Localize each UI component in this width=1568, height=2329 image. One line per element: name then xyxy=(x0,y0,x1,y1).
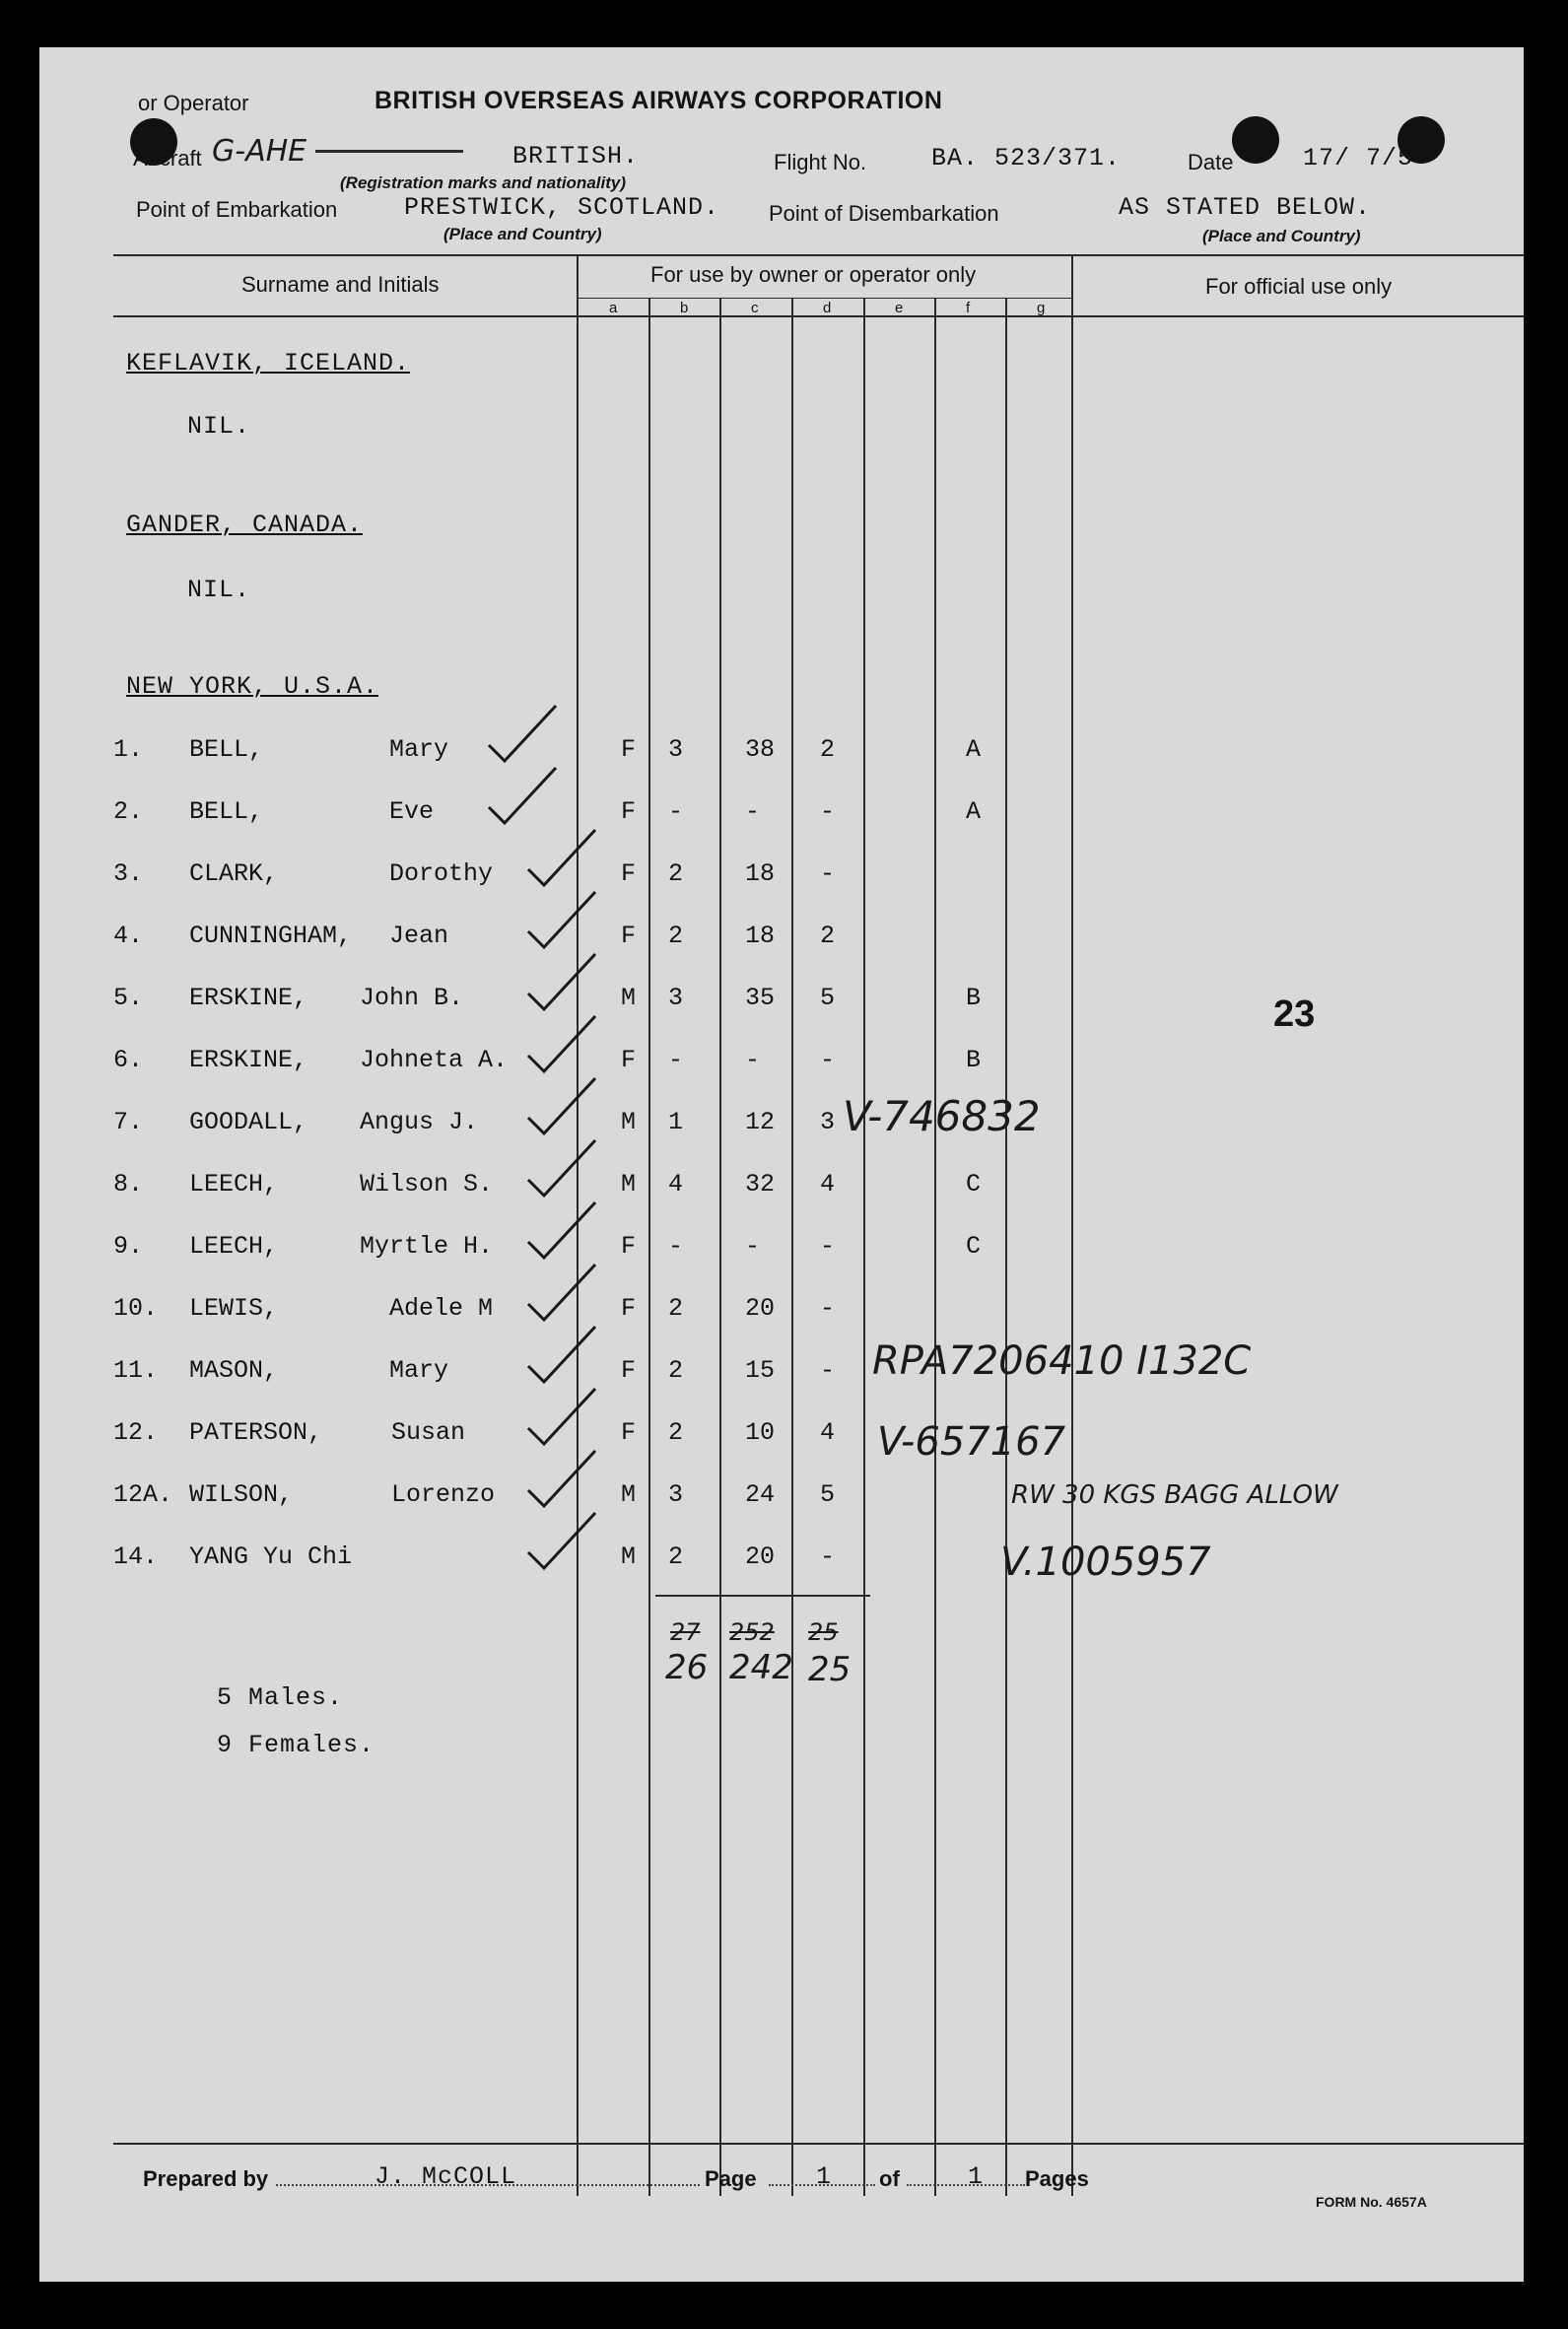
place-country-note-2: (Place and Country) xyxy=(1202,227,1361,245)
column-d-value: 3 xyxy=(820,1108,836,1136)
surname-header: Surname and Initials xyxy=(241,272,440,297)
check-mark-icon xyxy=(522,1010,601,1079)
check-mark-icon xyxy=(522,1134,601,1203)
table-header-rule xyxy=(113,315,1524,317)
passenger-surname: ERSKINE, xyxy=(189,1046,308,1074)
column-d-value: 5 xyxy=(820,1480,836,1509)
corrected-total-d: 25 xyxy=(808,1650,852,1689)
passenger-row xyxy=(39,1537,1071,1576)
aircraft-strike xyxy=(315,150,463,153)
column-d-value: - xyxy=(820,859,836,888)
column-f-value: B xyxy=(966,1046,982,1074)
column-b-value: - xyxy=(668,797,684,826)
column-c-value: 35 xyxy=(745,984,776,1012)
corrected-total-c: 242 xyxy=(729,1648,793,1687)
passenger-sex: F xyxy=(621,797,637,826)
table-top-rule xyxy=(113,254,1524,256)
passenger-given-name: Mary xyxy=(389,735,449,764)
struck-total-d: 25 xyxy=(808,1618,839,1646)
column-d-value: - xyxy=(820,1046,836,1074)
of-value: 1 xyxy=(968,2162,985,2191)
section-new-york: NEW YORK, U.S.A. xyxy=(126,672,379,701)
prepared-value: J. McCOLL xyxy=(375,2162,517,2191)
passenger-surname: BELL, xyxy=(189,797,264,826)
of-label: of xyxy=(879,2166,900,2191)
passenger-number: 10. xyxy=(113,1294,159,1323)
column-b-value: 3 xyxy=(668,735,684,764)
check-mark-icon xyxy=(522,1197,601,1266)
passenger-given-name: Myrtle H. xyxy=(360,1232,494,1261)
passenger-sex: F xyxy=(621,1046,637,1074)
passenger-given-name: Dorothy xyxy=(389,859,494,888)
passenger-number: 3. xyxy=(113,859,144,888)
check-mark-icon xyxy=(522,1507,601,1576)
passenger-sex: F xyxy=(621,1356,637,1385)
column-c-value: - xyxy=(745,797,761,826)
column-c-value: 18 xyxy=(745,859,776,888)
passenger-number: 6. xyxy=(113,1046,144,1074)
official-note-mason: RPA7206410 I132C xyxy=(872,1338,1252,1384)
column-letter-e: e xyxy=(895,300,904,316)
column-b-value: 3 xyxy=(668,1480,684,1509)
embarkation-value: PRESTWICK, SCOTLAND. xyxy=(404,193,720,222)
passenger-given-name: Jean xyxy=(389,922,449,950)
aircraft-value: G-AHE xyxy=(212,134,307,169)
official-note-goodall: V-746832 xyxy=(843,1092,1041,1140)
passenger-sex: F xyxy=(621,1232,637,1261)
date-value: 17/ 7/5 xyxy=(1303,144,1414,172)
column-d-value: - xyxy=(820,797,836,826)
check-mark-icon xyxy=(522,948,601,1017)
column-c-value: 24 xyxy=(745,1480,776,1509)
owner-label: or Operator xyxy=(138,91,249,115)
check-mark-icon xyxy=(483,762,562,831)
column-letter-c: c xyxy=(751,300,759,316)
check-mark-icon xyxy=(522,1445,601,1514)
official-note-wilson: RW 30 KGS BAGG ALLOW xyxy=(1011,1480,1338,1510)
embarkation-label: Point of Embarkation xyxy=(136,197,338,222)
passenger-number: 4. xyxy=(113,922,144,950)
passenger-number: 11. xyxy=(113,1356,159,1385)
column-b-value: 2 xyxy=(668,1294,684,1323)
passenger-given-name: Adele M xyxy=(389,1294,494,1323)
column-f-value: A xyxy=(966,797,982,826)
page-value: 1 xyxy=(816,2162,833,2191)
column-b-value: 2 xyxy=(668,1542,684,1571)
aircraft-label: Aircraft xyxy=(133,146,202,171)
column-c-value: - xyxy=(745,1046,761,1074)
column-c-value: 32 xyxy=(745,1170,776,1199)
corrected-total-b: 26 xyxy=(665,1648,709,1687)
passenger-given-name: Wilson S. xyxy=(360,1170,494,1199)
column-d-value: 2 xyxy=(820,735,836,764)
passenger-surname: GOODALL, xyxy=(189,1108,308,1136)
passenger-sex: F xyxy=(621,1418,637,1447)
passenger-sex: M xyxy=(621,1170,637,1199)
passenger-surname: BELL, xyxy=(189,735,264,764)
check-mark-icon xyxy=(522,886,601,955)
passenger-given-name: Mary xyxy=(389,1356,449,1385)
passenger-surname: CUNNINGHAM, xyxy=(189,922,353,950)
column-b-value: 2 xyxy=(668,1418,684,1447)
stamp-number: 23 xyxy=(1273,993,1316,1035)
passenger-number: 14. xyxy=(113,1542,159,1571)
operator-name: BRITISH OVERSEAS AIRWAYS CORPORATION xyxy=(375,87,943,114)
passenger-number: 2. xyxy=(113,797,144,826)
passenger-sex: M xyxy=(621,1480,637,1509)
passenger-surname: YANG Yu Chi xyxy=(189,1542,353,1571)
column-b-value: 1 xyxy=(668,1108,684,1136)
check-mark-icon xyxy=(522,1072,601,1141)
prepared-label: Prepared by xyxy=(143,2166,269,2191)
check-mark-icon xyxy=(522,1321,601,1390)
punch-hole xyxy=(1232,116,1279,164)
passenger-number: 9. xyxy=(113,1232,144,1261)
passenger-number: 8. xyxy=(113,1170,144,1199)
column-d-value: 2 xyxy=(820,922,836,950)
passenger-sex: M xyxy=(621,1108,637,1136)
column-c-value: 20 xyxy=(745,1294,776,1323)
of-line xyxy=(907,2184,1025,2186)
official-note-paterson: V-657167 xyxy=(877,1419,1066,1465)
column-b-value: 2 xyxy=(668,922,684,950)
passenger-surname: MASON, xyxy=(189,1356,279,1385)
passenger-given-name: Susan xyxy=(391,1418,466,1447)
passenger-surname: WILSON, xyxy=(189,1480,294,1509)
disembarkation-value: AS STATED BELOW. xyxy=(1119,193,1372,222)
passenger-surname: ERSKINE, xyxy=(189,984,308,1012)
column-d-value: 4 xyxy=(820,1418,836,1447)
column-rule xyxy=(1071,254,1073,2196)
column-b-value: - xyxy=(668,1232,684,1261)
passenger-surname: CLARK, xyxy=(189,859,279,888)
passenger-sex: F xyxy=(621,1294,637,1323)
column-f-value: A xyxy=(966,735,982,764)
struck-total-c: 252 xyxy=(729,1618,775,1646)
check-mark-icon xyxy=(522,1259,601,1328)
column-d-value: - xyxy=(820,1356,836,1385)
column-d-value: - xyxy=(820,1294,836,1323)
place-country-note: (Place and Country) xyxy=(443,225,602,243)
flight-label: Flight No. xyxy=(774,150,867,174)
section-note: NIL. xyxy=(187,576,251,604)
passenger-number: 7. xyxy=(113,1108,144,1136)
passenger-given-name: Angus J. xyxy=(360,1108,479,1136)
section-gander: GANDER, CANADA. xyxy=(126,511,364,539)
column-c-value: 18 xyxy=(745,922,776,950)
check-mark-icon xyxy=(522,1383,601,1452)
passenger-number: 1. xyxy=(113,735,144,764)
section-keflavik: KEFLAVIK, ICELAND. xyxy=(126,349,411,377)
page-label: Page xyxy=(705,2166,757,2191)
passenger-number: 5. xyxy=(113,984,144,1012)
column-d-value: 4 xyxy=(820,1170,836,1199)
column-c-value: 10 xyxy=(745,1418,776,1447)
passenger-surname: LEWIS, xyxy=(189,1294,279,1323)
official-use-header: For official use only xyxy=(1205,274,1393,299)
manifest-page xyxy=(39,47,1524,2282)
column-letter-b: b xyxy=(680,300,689,316)
registration-note: (Registration marks and nationality) xyxy=(340,173,626,192)
passenger-sex: M xyxy=(621,1542,637,1571)
column-c-value: 12 xyxy=(745,1108,776,1136)
column-b-value: 4 xyxy=(668,1170,684,1199)
column-c-value: 15 xyxy=(745,1356,776,1385)
column-b-value: 3 xyxy=(668,984,684,1012)
passenger-given-name: Johneta A. xyxy=(360,1046,509,1074)
nationality-value: BRITISH. xyxy=(512,142,640,171)
column-f-value: C xyxy=(966,1170,982,1199)
passenger-sex: F xyxy=(621,922,637,950)
column-c-value: 38 xyxy=(745,735,776,764)
passenger-given-name: Eve xyxy=(389,797,435,826)
footer-rule xyxy=(113,2143,1524,2145)
official-note-yang: V.1005957 xyxy=(1000,1540,1211,1585)
column-c-value: 20 xyxy=(745,1542,776,1571)
passenger-sex: M xyxy=(621,984,637,1012)
column-letter-f: f xyxy=(966,300,971,316)
column-b-value: 2 xyxy=(668,859,684,888)
disembarkation-label: Point of Disembarkation xyxy=(769,201,999,226)
summary-males: 5 Males. xyxy=(217,1683,344,1712)
column-d-value: - xyxy=(820,1232,836,1261)
pages-label: Pages xyxy=(1025,2166,1089,2191)
column-letter-d: d xyxy=(823,300,832,316)
column-b-value: 2 xyxy=(668,1356,684,1385)
owner-use-header: For use by owner or operator only xyxy=(650,262,977,287)
column-d-value: - xyxy=(820,1542,836,1571)
check-mark-icon xyxy=(483,700,562,769)
column-letter-a: a xyxy=(609,300,618,316)
column-f-value: B xyxy=(966,984,982,1012)
totals-rule xyxy=(655,1595,870,1597)
struck-total-b: 27 xyxy=(670,1618,701,1646)
column-b-value: - xyxy=(668,1046,684,1074)
column-f-value: C xyxy=(966,1232,982,1261)
form-number: FORM No. 4657A xyxy=(1316,2194,1427,2210)
passenger-sex: F xyxy=(621,735,637,764)
column-d-value: 5 xyxy=(820,984,836,1012)
flight-value: BA. 523/371. xyxy=(931,144,1122,172)
column-letter-rule xyxy=(577,298,1071,299)
passenger-surname: PATERSON, xyxy=(189,1418,323,1447)
column-c-value: - xyxy=(745,1232,761,1261)
passenger-sex: F xyxy=(621,859,637,888)
check-mark-icon xyxy=(522,824,601,893)
passenger-given-name: John B. xyxy=(360,984,464,1012)
section-note: NIL. xyxy=(187,412,251,441)
passenger-number: 12. xyxy=(113,1418,159,1447)
passenger-given-name: Lorenzo xyxy=(391,1480,496,1509)
passenger-surname: LEECH, xyxy=(189,1232,279,1261)
column-letter-g: g xyxy=(1037,300,1046,316)
passenger-surname: LEECH, xyxy=(189,1170,279,1199)
summary-females: 9 Females. xyxy=(217,1731,375,1759)
date-label: Date xyxy=(1188,150,1234,174)
passenger-number: 12A. xyxy=(113,1480,173,1509)
